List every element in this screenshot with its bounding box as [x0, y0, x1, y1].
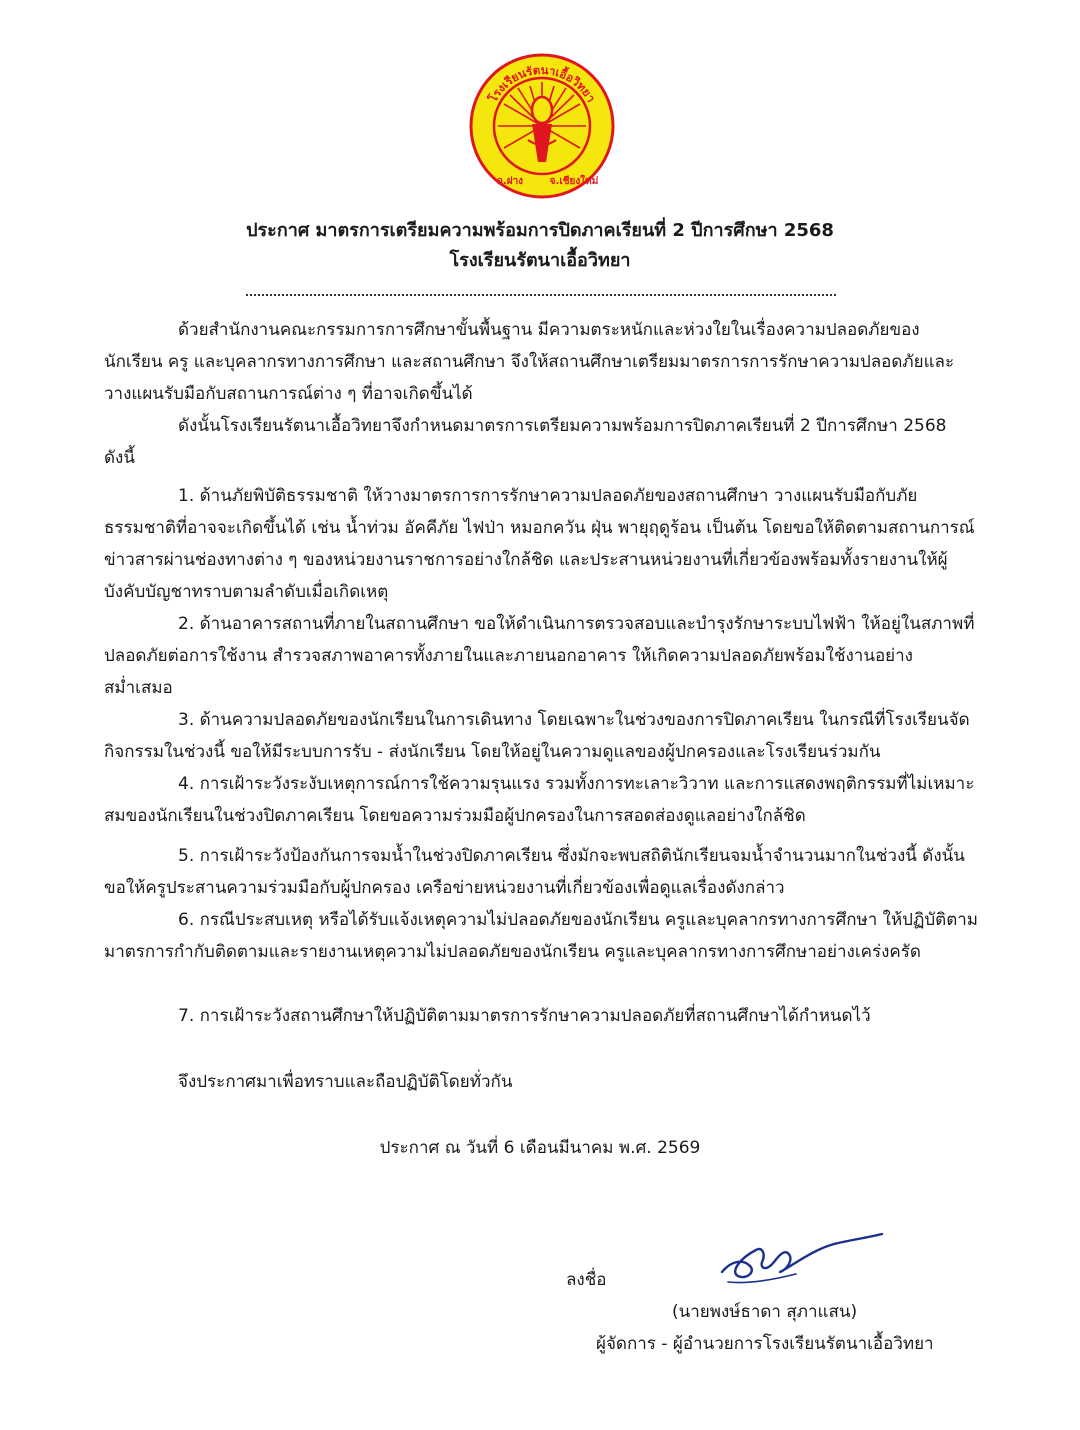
- measure-item-1: 1. ด้านภัยพิบัติธรรมชาติ ให้วางมาตรการการรักษาความปลอดภัยของสถานศึกษา วางแผนรับมือกับภัยธรรมชาติที่อาจจะเกิดขึ้นได้ เช่น น้ำท่วม อัคคีภัย ไฟป่า หมอกควัน ฝุ่น พายุฤดูร้อน เป็นต้น โดยขอให้ติดตามสถานการณ์ข่าวสารผ่านช่องทางต่าง ๆ ของหน่วยงานราชการอย่างใกล้ชิด และประสานหน่วยงานที่เกี่ยวข้องพร้อมทั้งรายงานให้ผู้บังคับบัญชาทราบตามลำดับเมื่อเกิดเหตุ: [104, 486, 975, 602]
- declaration-paragraph: ดังนั้นโรงเรียนรัตนาเอื้อวิทยาจึงกำหนดมาตรการเตรียมความพร้อมการปิดภาคเรียนที่ 2 ปีการศึกษา 2568 ดังนี้: [104, 416, 947, 468]
- seal-ring-text-left: อ.ฝาง: [496, 176, 524, 187]
- announcement-title: ประกาศ มาตรการเตรียมความพร้อมการปิดภาคเรียนที่ 2 ปีการศึกษา 2568: [246, 220, 834, 241]
- school-name-heading: โรงเรียนรัตนาเอื้อวิทยา: [449, 250, 631, 271]
- measure-item-3: 3. ด้านความปลอดภัยของนักเรียนในการเดินทาง โดยเฉพาะในช่วงของการปิดภาคเรียน ในกรณีที่โรงเรียนจัดกิจกรรมในช่วงนี้ ขอให้มีระบบการรับ - ส่งนักเรียน โดยให้อยู่ในความดูแลของผู้ปกครองและโรงเรียนร่วมกัน: [104, 710, 970, 762]
- handwritten-signature: [716, 1228, 886, 1292]
- seal-ring-text-right: จ.เชียงใหม่: [549, 176, 599, 187]
- dotted-divider: [246, 282, 836, 296]
- seal-ring-text-top: โรงเรียนรัตนาเอื้อวิทยา: [485, 62, 599, 105]
- closing-statement: จึงประกาศมาเพื่อทราบและถือปฏิบัติโดยทั่วกัน: [178, 1072, 513, 1092]
- intro-paragraph: ด้วยสำนักงานคณะกรรมการการศึกษาขั้นพื้นฐาน มีความตระหนักและห่วงใยในเรื่องความปลอดภัยของนักเรียน ครู และบุคลากรทางการศึกษา และสถานศึกษา จึงให้สถานศึกษาเตรียมมาตรการการรักษาความปลอดภัยและวางแผนรับมือกับสถานการณ์ต่าง ๆ ที่อาจเกิดขึ้นได้: [104, 320, 955, 404]
- signer-name: (นายพงษ์ธาดา สุภาแสน): [672, 1302, 858, 1322]
- signer-position: ผู้จัดการ - ผู้อำนวยการโรงเรียนรัตนาเอื้อวิทยา: [596, 1334, 934, 1354]
- measure-item-7: 7. การเฝ้าระวังสถานศึกษาให้ปฏิบัติตามมาตรการรักษาความปลอดภัยที่สถานศึกษาได้กำหนดไว้: [178, 1006, 871, 1026]
- school-seal-logo: [468, 52, 616, 200]
- signature-label: ลงชื่อ: [566, 1270, 607, 1290]
- measure-item-6: 6. กรณีประสบเหตุ หรือได้รับแจ้งเหตุความไม่ปลอดภัยของนักเรียน ครูและบุคลากรทางการศึกษา ให้ปฏิบัติตามมาตรการกำกับติดตามและรายงานเหตุความไม่ปลอดภัยของนักเรียน ครูและบุคลากรทางการศึกษาอย่างเคร่งครัด: [104, 910, 979, 962]
- measure-item-2: 2. ด้านอาคารสถานที่ภายในสถานศึกษา ขอให้ดำเนินการตรวจสอบและบำรุงรักษาระบบไฟฟ้า ให้อยู่ในสภาพที่ปลอดภัยต่อการใช้งาน สำรวจสภาพอาคารทั้งภายในและภายนอกอาคาร ให้เกิดความปลอดภัยพร้อมใช้งานอย่างสม่ำเสมอ: [104, 614, 975, 698]
- measure-item-5: 5. การเฝ้าระวังป้องกันการจมน้ำในช่วงปิดภาคเรียน ซึ่งมักจะพบสถิตินักเรียนจมน้ำจำนวนมากในช่วงนี้ ดังนั้นขอให้ครูประสานความร่วมมือกับผู้ปกครอง เครือข่ายหน่วยงานที่เกี่ยวข้องเพื่อดูแลเรื่องดังกล่าว: [104, 846, 965, 898]
- announcement-date: ประกาศ ณ วันที่ 6 เดือนมีนาคม พ.ศ. 2569: [379, 1138, 701, 1158]
- measure-item-4: 4. การเฝ้าระวังระงับเหตุการณ์การใช้ความรุนแรง รวมทั้งการทะเลาะวิวาท และการแสดงพฤติกรรมที่ไม่เหมาะสมของนักเรียนในช่วงปิดภาคเรียน โดยขอความร่วมมือผู้ปกครองในการสอดส่องดูแลอย่างใกล้ชิด: [104, 774, 975, 826]
